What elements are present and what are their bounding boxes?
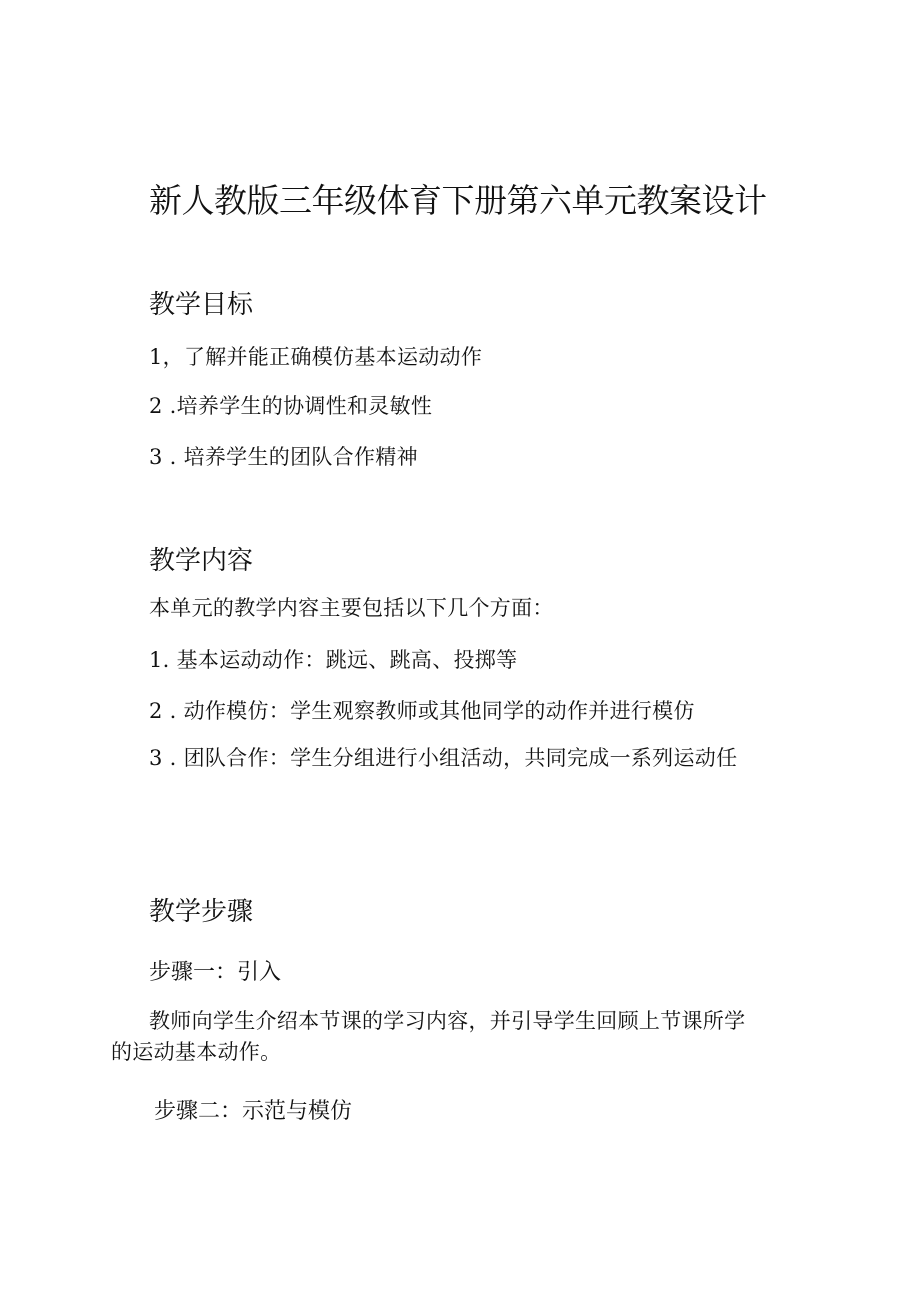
step-1-text-line-1: 教师向学生介绍本节课的学习内容，并引导学生回顾上节课所学 [149,1009,746,1033]
objective-item-3: 3 . 培养学生的团队合作精神 [149,445,418,469]
section-heading-content: 教学内容 [149,546,254,576]
section-heading-steps: 教学步骤 [149,897,254,927]
document-title: 新人教版三年级体育下册第六单元教案设计 [149,181,767,220]
objective-item-1: 1，了解并能正确模仿基本运动动作 [149,345,483,369]
step-1-text-line-2: 的运动基本动作。 [111,1040,282,1064]
content-item-2: 2 . 动作模仿：学生观察教师或其他同学的动作并进行模仿 [149,699,695,723]
objective-item-2: 2 .培养学生的协调性和灵敏性 [149,394,433,418]
content-intro: 本单元的教学内容主要包括以下几个方面： [149,596,554,620]
content-item-1: 1. 基本运动动作：跳远、跳高、投掷等 [149,648,518,672]
content-item-3: 3 . 团队合作：学生分组进行小组活动，共同完成一系列运动任 [149,746,738,770]
step-2-title: 步骤二：示范与模仿 [154,1099,353,1124]
section-heading-objectives: 教学目标 [149,290,254,320]
step-1-title: 步骤一：引入 [149,960,282,985]
